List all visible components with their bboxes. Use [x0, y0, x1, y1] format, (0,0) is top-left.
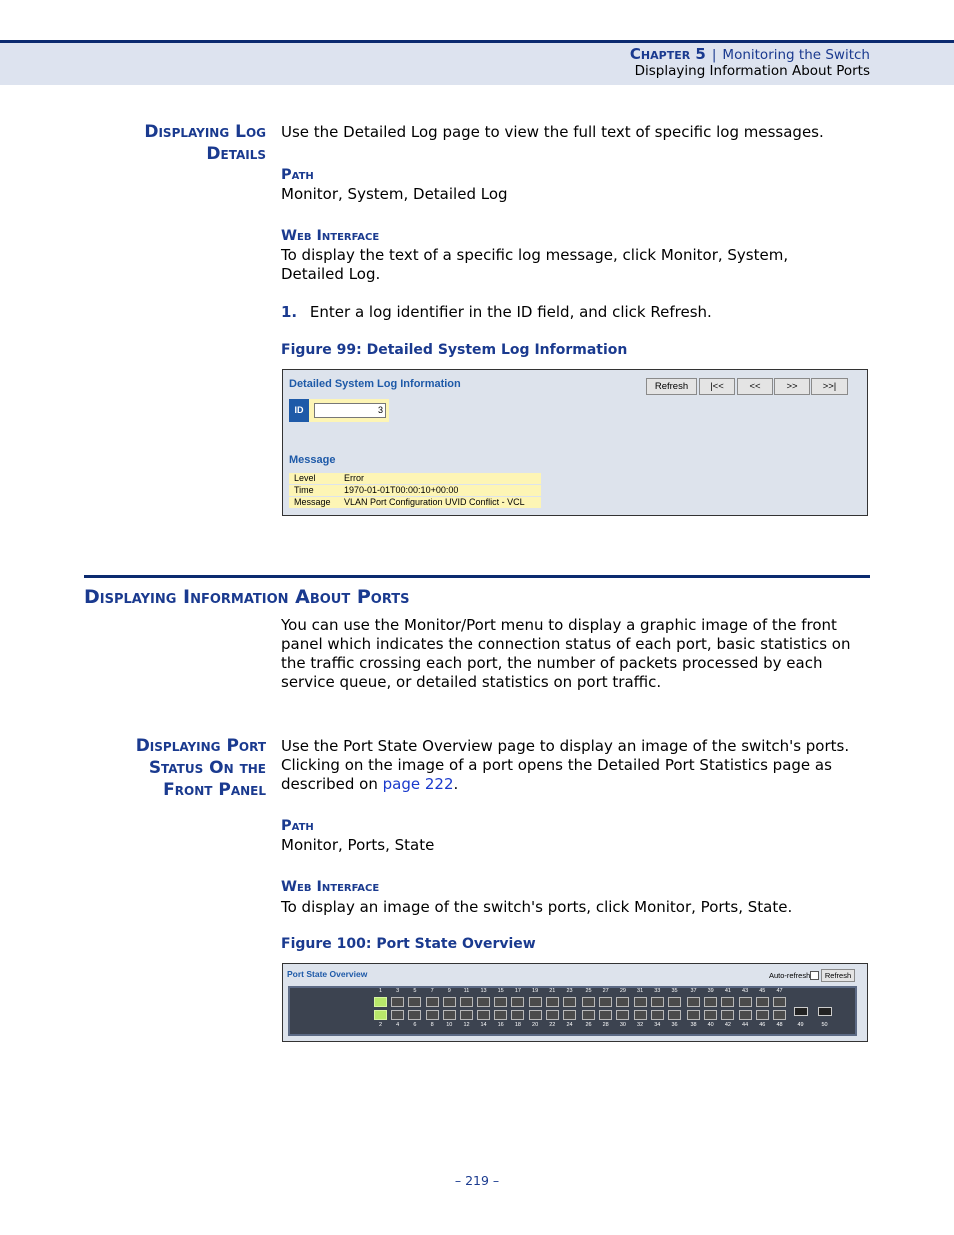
- port-43[interactable]: [739, 997, 752, 1007]
- port-label: 44: [742, 1022, 749, 1028]
- port-label: 46: [759, 1022, 766, 1028]
- port-label: 36: [671, 1022, 678, 1028]
- log-details-heading-line1: Displaying Log: [144, 122, 266, 142]
- port-14[interactable]: [477, 1010, 490, 1020]
- chapter-title: Monitoring the Switch: [722, 47, 870, 63]
- log-row-label: Time: [294, 485, 314, 495]
- port-label: 30: [619, 1022, 626, 1028]
- port-16[interactable]: [494, 1010, 507, 1020]
- port-status-heading-line1: Displaying Port: [135, 736, 266, 756]
- id-field-cell: [309, 399, 389, 422]
- port-label: 41: [724, 988, 731, 994]
- port-22[interactable]: [546, 1010, 559, 1020]
- figure100-caption: Figure 100: Port State Overview: [281, 936, 536, 952]
- sfp-port-50[interactable]: [818, 1007, 832, 1016]
- port-label: 31: [637, 988, 644, 994]
- port-23[interactable]: [563, 997, 576, 1007]
- port-label: 39: [707, 988, 714, 994]
- ports-section-heading: Displaying Information About Ports: [84, 586, 410, 608]
- port-label: 34: [654, 1022, 661, 1028]
- log-details-web-text: To display the text of a specific log message, click Monitor, System, Detailed Log.: [281, 246, 789, 283]
- port-30[interactable]: [616, 1010, 629, 1020]
- port-11[interactable]: [460, 997, 473, 1007]
- port-status-heading-line2: Status On the: [148, 758, 266, 778]
- port-label: 50: [821, 1022, 828, 1028]
- port-label: 7: [430, 988, 434, 994]
- port-9[interactable]: [443, 997, 456, 1007]
- port-status-heading: [136, 735, 266, 801]
- log-details-heading: [144, 121, 266, 165]
- port-label: 27: [602, 988, 609, 994]
- port-label: 23: [566, 988, 573, 994]
- log-row-label: Message: [294, 497, 331, 507]
- port-15[interactable]: [494, 997, 507, 1007]
- port-status-intro-text: Use the Port State Overview page to display an image of the switch's ports. Clicking on the image of a port opens the Detailed Port Statistics page as described on: [281, 737, 850, 793]
- port-label: 48: [776, 1022, 783, 1028]
- next-button[interactable]: >>: [774, 378, 810, 395]
- refresh-button[interactable]: Refresh: [646, 378, 697, 395]
- port-35[interactable]: [668, 997, 681, 1007]
- page-number: – 219 –: [454, 1173, 500, 1188]
- log-details-web-label: Web Interface: [281, 228, 380, 244]
- port-status-intro-end: .: [453, 775, 459, 793]
- chapter-label: Chapter 5: [629, 45, 706, 63]
- port-status-web-label: Web Interface: [281, 879, 380, 895]
- port-label: 24: [566, 1022, 573, 1028]
- log-row-value: VLAN Port Configuration UVID Conflict - VCL: [344, 497, 525, 507]
- port-label: 8: [430, 1022, 434, 1028]
- log-details-path-label: Path: [281, 167, 314, 183]
- port-40[interactable]: [704, 1010, 717, 1020]
- port-label: 28: [602, 1022, 609, 1028]
- port-label: 33: [654, 988, 661, 994]
- port-45[interactable]: [756, 997, 769, 1007]
- port-label: 26: [585, 1022, 592, 1028]
- port-24[interactable]: [563, 1010, 576, 1020]
- log-details-step: [281, 303, 873, 322]
- port-48[interactable]: [773, 1010, 786, 1020]
- port-34[interactable]: [651, 1010, 664, 1020]
- port-label: 22: [549, 1022, 556, 1028]
- port-label: 14: [480, 1022, 487, 1028]
- port-1-link-up[interactable]: [374, 997, 387, 1007]
- port-25[interactable]: [582, 997, 595, 1007]
- port-47[interactable]: [773, 997, 786, 1007]
- port-label: 12: [463, 1022, 470, 1028]
- port-label: 3: [396, 988, 400, 994]
- id-input[interactable]: 3: [314, 403, 386, 418]
- port-28[interactable]: [599, 1010, 612, 1020]
- log-details-path-text: Monitor, System, Detailed Log: [281, 185, 508, 203]
- log-row-level: [289, 473, 541, 484]
- port-36[interactable]: [668, 1010, 681, 1020]
- port-31[interactable]: [634, 997, 647, 1007]
- port-label: 4: [396, 1022, 400, 1028]
- log-details-heading-line2: Details: [206, 144, 266, 164]
- id-label: ID: [289, 399, 309, 422]
- log-row-time: [289, 485, 541, 496]
- port-label: 42: [724, 1022, 731, 1028]
- figure99-caption: Figure 99: Detailed System Log Information: [281, 342, 628, 358]
- port-19[interactable]: [529, 997, 542, 1007]
- port-20[interactable]: [529, 1010, 542, 1020]
- port-label: 29: [619, 988, 626, 994]
- port-label: 17: [514, 988, 521, 994]
- port-39[interactable]: [704, 997, 717, 1007]
- figure100-screenshot: [282, 963, 868, 1042]
- port-12[interactable]: [460, 1010, 473, 1020]
- port-32[interactable]: [634, 1010, 647, 1020]
- port-10[interactable]: [443, 1010, 456, 1020]
- last-button[interactable]: >>|: [811, 378, 848, 395]
- running-header-section: Displaying Information About Ports: [634, 63, 870, 79]
- log-row-value: Error: [344, 473, 364, 483]
- port-3[interactable]: [391, 997, 404, 1007]
- log-row-value: 1970-01-01T00:00:10+00:00: [344, 485, 459, 495]
- port-2-link-up[interactable]: [374, 1010, 387, 1020]
- port-label: 9: [447, 988, 451, 994]
- previous-button[interactable]: <<: [737, 378, 773, 395]
- port-label: 6: [413, 1022, 417, 1028]
- port-state-overview-title: Port State Overview: [287, 969, 368, 979]
- running-header-chapter: [630, 45, 870, 63]
- port-label: 47: [776, 988, 783, 994]
- port-label: 32: [637, 1022, 644, 1028]
- port-label: 37: [690, 988, 697, 994]
- port-label: 11: [463, 988, 470, 994]
- port-18[interactable]: [511, 1010, 524, 1020]
- port-status-path-text: Monitor, Ports, State: [281, 836, 435, 854]
- port-26[interactable]: [582, 1010, 595, 1020]
- port-37[interactable]: [687, 997, 700, 1007]
- port-41[interactable]: [721, 997, 734, 1007]
- port-label: 15: [497, 988, 504, 994]
- port-46[interactable]: [756, 1010, 769, 1020]
- sfp-port-49[interactable]: [794, 1007, 808, 1016]
- port-label: 18: [514, 1022, 521, 1028]
- port-label: 43: [742, 988, 749, 994]
- port-label: 13: [480, 988, 487, 994]
- detailed-log-title: Detailed System Log Information: [289, 378, 461, 390]
- header-separator: |: [711, 47, 717, 63]
- auto-refresh-checkbox[interactable]: [810, 971, 819, 980]
- switch-front-panel[interactable]: [288, 986, 857, 1036]
- port-33[interactable]: [651, 997, 664, 1007]
- message-section-title: Message: [289, 454, 336, 466]
- step-number: 1.: [281, 303, 298, 321]
- port-status-path-label: Path: [281, 818, 314, 834]
- log-details-intro: Use the Detailed Log page to view the full text of specific log messages.: [281, 123, 824, 141]
- port-label: 21: [549, 988, 556, 994]
- port-label: 19: [532, 988, 539, 994]
- port-label: 35: [671, 988, 678, 994]
- port-label: 2: [378, 1022, 383, 1028]
- page-222-link[interactable]: page 222: [382, 775, 454, 793]
- figure99-screenshot: [282, 369, 868, 516]
- port-label: 38: [690, 1022, 697, 1028]
- section-rule: [84, 575, 870, 578]
- port-29[interactable]: [616, 997, 629, 1007]
- port-label: 20: [532, 1022, 539, 1028]
- port-label: 45: [759, 988, 766, 994]
- port-label: 16: [497, 1022, 504, 1028]
- port-27[interactable]: [599, 997, 612, 1007]
- port-status-web-text: To display an image of the switch's ports, click Monitor, Ports, State.: [281, 898, 793, 916]
- port-42[interactable]: [721, 1010, 734, 1020]
- port-6[interactable]: [408, 1010, 421, 1020]
- ports-section-text: You can use the Monitor/Port menu to display a graphic image of the front panel which indicates the connection status of each port, basic statistics on the traffic crossing each port, the number of packets processed by each service queue, or detailed statistics on port traffic.: [281, 616, 851, 691]
- port-17[interactable]: [511, 997, 524, 1007]
- port-label: 5: [413, 988, 417, 994]
- port-label: 25: [585, 988, 592, 994]
- first-button[interactable]: |<<: [699, 378, 735, 395]
- port-5[interactable]: [408, 997, 421, 1007]
- port-4[interactable]: [391, 1010, 404, 1020]
- log-row-message: [289, 497, 541, 508]
- port-21[interactable]: [546, 997, 559, 1007]
- port-refresh-button[interactable]: Refresh: [821, 969, 855, 982]
- port-label: 1: [378, 988, 383, 994]
- port-38[interactable]: [687, 1010, 700, 1020]
- port-label: 49: [797, 1022, 804, 1028]
- log-row-label: Level: [294, 473, 316, 483]
- port-8[interactable]: [426, 1010, 439, 1020]
- port-13[interactable]: [477, 997, 490, 1007]
- port-status-heading-line3: Front Panel: [163, 780, 266, 800]
- auto-refresh-label: Auto-refresh: [769, 971, 811, 980]
- port-44[interactable]: [739, 1010, 752, 1020]
- port-label: 40: [707, 1022, 714, 1028]
- port-status-intro: [281, 737, 873, 794]
- step-text: Enter a log identifier in the ID field, and click Refresh.: [309, 303, 712, 321]
- port-label: 10: [446, 1022, 453, 1028]
- port-7[interactable]: [426, 997, 439, 1007]
